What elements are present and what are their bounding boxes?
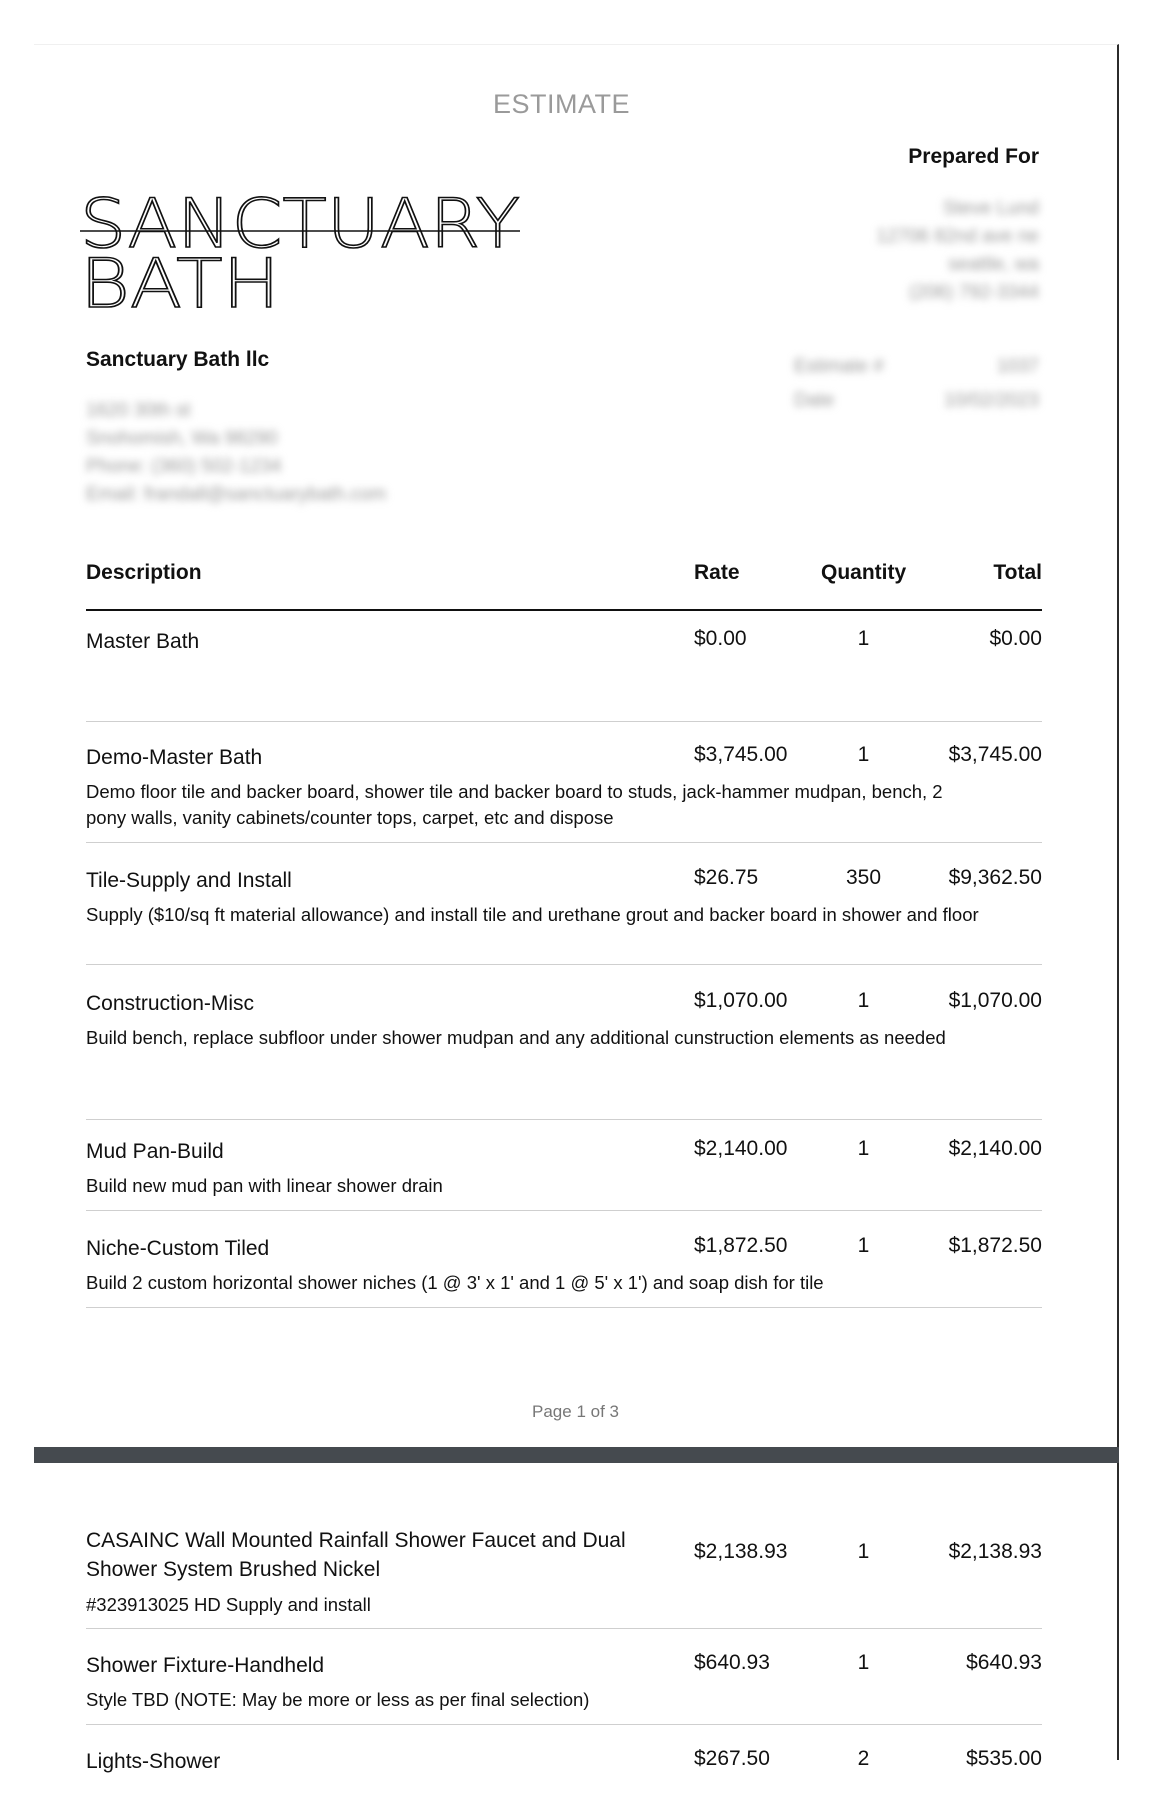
client-name: Steve Lund bbox=[942, 198, 1039, 219]
estimate-number-value: 1037 bbox=[996, 356, 1039, 377]
item-title: Demo-Master Bath bbox=[86, 746, 263, 769]
item-description: Demo floor tile and backer board, shower tile and backer board to studs, jack-hammer mudpan, bench, 2 pony walls, vanity cabinets/counter tops, carpet, etc and dispose bbox=[86, 781, 943, 828]
company-email: Email: frandall@sanctuarybath.com bbox=[86, 484, 387, 505]
client-info bbox=[876, 195, 1039, 307]
item-quantity: 1 bbox=[857, 989, 870, 1012]
logo-text-line2: BATH bbox=[80, 245, 280, 324]
table-row bbox=[86, 866, 1042, 965]
table-row bbox=[86, 1747, 1042, 1807]
item-total: $1,070.00 bbox=[948, 989, 1042, 1012]
company-address-line1: 1620 30th st bbox=[86, 400, 191, 421]
item-rate: $2,140.00 bbox=[694, 1137, 788, 1160]
item-total: $640.93 bbox=[966, 1651, 1042, 1674]
item-title: Master Bath bbox=[86, 630, 200, 653]
table-row bbox=[86, 1137, 1042, 1211]
logo-text-line1: SANCTUARY bbox=[80, 185, 520, 264]
company-contact bbox=[86, 397, 386, 509]
client-phone: (206) 792-3344 bbox=[909, 282, 1039, 303]
item-total: $535.00 bbox=[966, 1747, 1042, 1770]
estimate-date-value: 10/02/2023 bbox=[943, 390, 1039, 411]
page-number: Page 1 of 3 bbox=[532, 1402, 619, 1421]
item-rate: $0.00 bbox=[694, 627, 747, 650]
item-title: Niche-Custom Tiled bbox=[86, 1237, 270, 1260]
item-description: Style TBD (NOTE: May be more or less as per final selection) bbox=[86, 1689, 590, 1710]
table-row bbox=[86, 1651, 1042, 1725]
table-header bbox=[86, 557, 1042, 611]
client-address-line2: seattle, wa bbox=[948, 254, 1039, 275]
item-total: $2,138.93 bbox=[948, 1540, 1042, 1563]
item-total: $0.00 bbox=[989, 627, 1042, 650]
header-description: Description bbox=[86, 561, 202, 584]
estimate-number-row bbox=[794, 350, 1039, 384]
estimate-date-label: Date bbox=[794, 390, 835, 411]
item-rate: $26.75 bbox=[694, 866, 759, 889]
item-description: Supply ($10/sq ft material allowance) and install tile and urethane grout and backer board in shower and floor bbox=[86, 904, 979, 925]
item-quantity: 1 bbox=[857, 1137, 870, 1160]
item-quantity: 1 bbox=[857, 1651, 870, 1674]
client-address-line1: 12706 82nd ave ne bbox=[876, 226, 1039, 247]
estimate-date-row bbox=[794, 384, 1039, 418]
item-quantity: 1 bbox=[857, 1234, 870, 1257]
item-quantity: 350 bbox=[845, 866, 882, 889]
company-name: Sanctuary Bath llc bbox=[86, 348, 270, 371]
document-title: ESTIMATE bbox=[492, 89, 630, 119]
item-quantity: 1 bbox=[857, 627, 870, 650]
item-description: Build bench, replace subfloor under shower mudpan and any additional cunstruction elements as needed bbox=[86, 1027, 946, 1048]
estimate-number-label: Estimate # bbox=[794, 356, 884, 377]
item-quantity: 2 bbox=[857, 1747, 870, 1770]
item-rate: $3,745.00 bbox=[694, 743, 788, 766]
item-rate: $1,070.00 bbox=[694, 989, 788, 1012]
item-description: #323913025 HD Supply and install bbox=[86, 1594, 371, 1615]
table-row bbox=[86, 1526, 1042, 1629]
page-1 bbox=[34, 44, 1119, 1448]
table-row bbox=[86, 1234, 1042, 1308]
prepared-for-label: Prepared For bbox=[908, 145, 1039, 168]
header-total: Total bbox=[993, 561, 1042, 584]
page-2 bbox=[34, 1463, 1119, 1773]
item-title: Shower Fixture-Handheld bbox=[86, 1654, 325, 1677]
company-address-line2: Snohomish, Wa 98290 bbox=[86, 428, 278, 449]
item-title: Mud Pan-Build bbox=[86, 1140, 224, 1163]
item-total: $9,362.50 bbox=[948, 866, 1042, 889]
item-description: Build 2 custom horizontal shower niches (1 @ 3' x 1' and 1 @ 5' x 1') and soap dish for tile bbox=[86, 1272, 824, 1293]
item-title: Tile-Supply and Install bbox=[86, 869, 292, 892]
table-row bbox=[86, 627, 1042, 722]
item-quantity: 1 bbox=[857, 743, 870, 766]
item-rate: $1,872.50 bbox=[694, 1234, 788, 1257]
company-phone: Phone: (360) 502-1234 bbox=[86, 456, 282, 477]
company-logo bbox=[80, 185, 530, 324]
page-separator bbox=[34, 1447, 1119, 1463]
estimate-meta bbox=[794, 350, 1039, 418]
item-total: $3,745.00 bbox=[948, 743, 1042, 766]
item-quantity: 1 bbox=[857, 1540, 870, 1563]
item-title: Construction-Misc bbox=[86, 992, 255, 1015]
table-row bbox=[86, 989, 1042, 1120]
item-total: $2,140.00 bbox=[948, 1137, 1042, 1160]
item-total: $1,872.50 bbox=[948, 1234, 1042, 1257]
item-rate: $640.93 bbox=[694, 1651, 770, 1674]
header-rate: Rate bbox=[694, 561, 740, 584]
table-row bbox=[86, 743, 1042, 843]
item-rate: $267.50 bbox=[694, 1747, 770, 1770]
item-title: Lights-Shower bbox=[86, 1750, 221, 1773]
item-title: CASAINC Wall Mounted Rainfall Shower Faucet and Dual Shower System Brushed Nickel bbox=[86, 1529, 626, 1581]
item-rate: $2,138.93 bbox=[694, 1540, 788, 1563]
item-description: Build new mud pan with linear shower drain bbox=[86, 1175, 443, 1196]
header-quantity: Quantity bbox=[821, 561, 907, 584]
